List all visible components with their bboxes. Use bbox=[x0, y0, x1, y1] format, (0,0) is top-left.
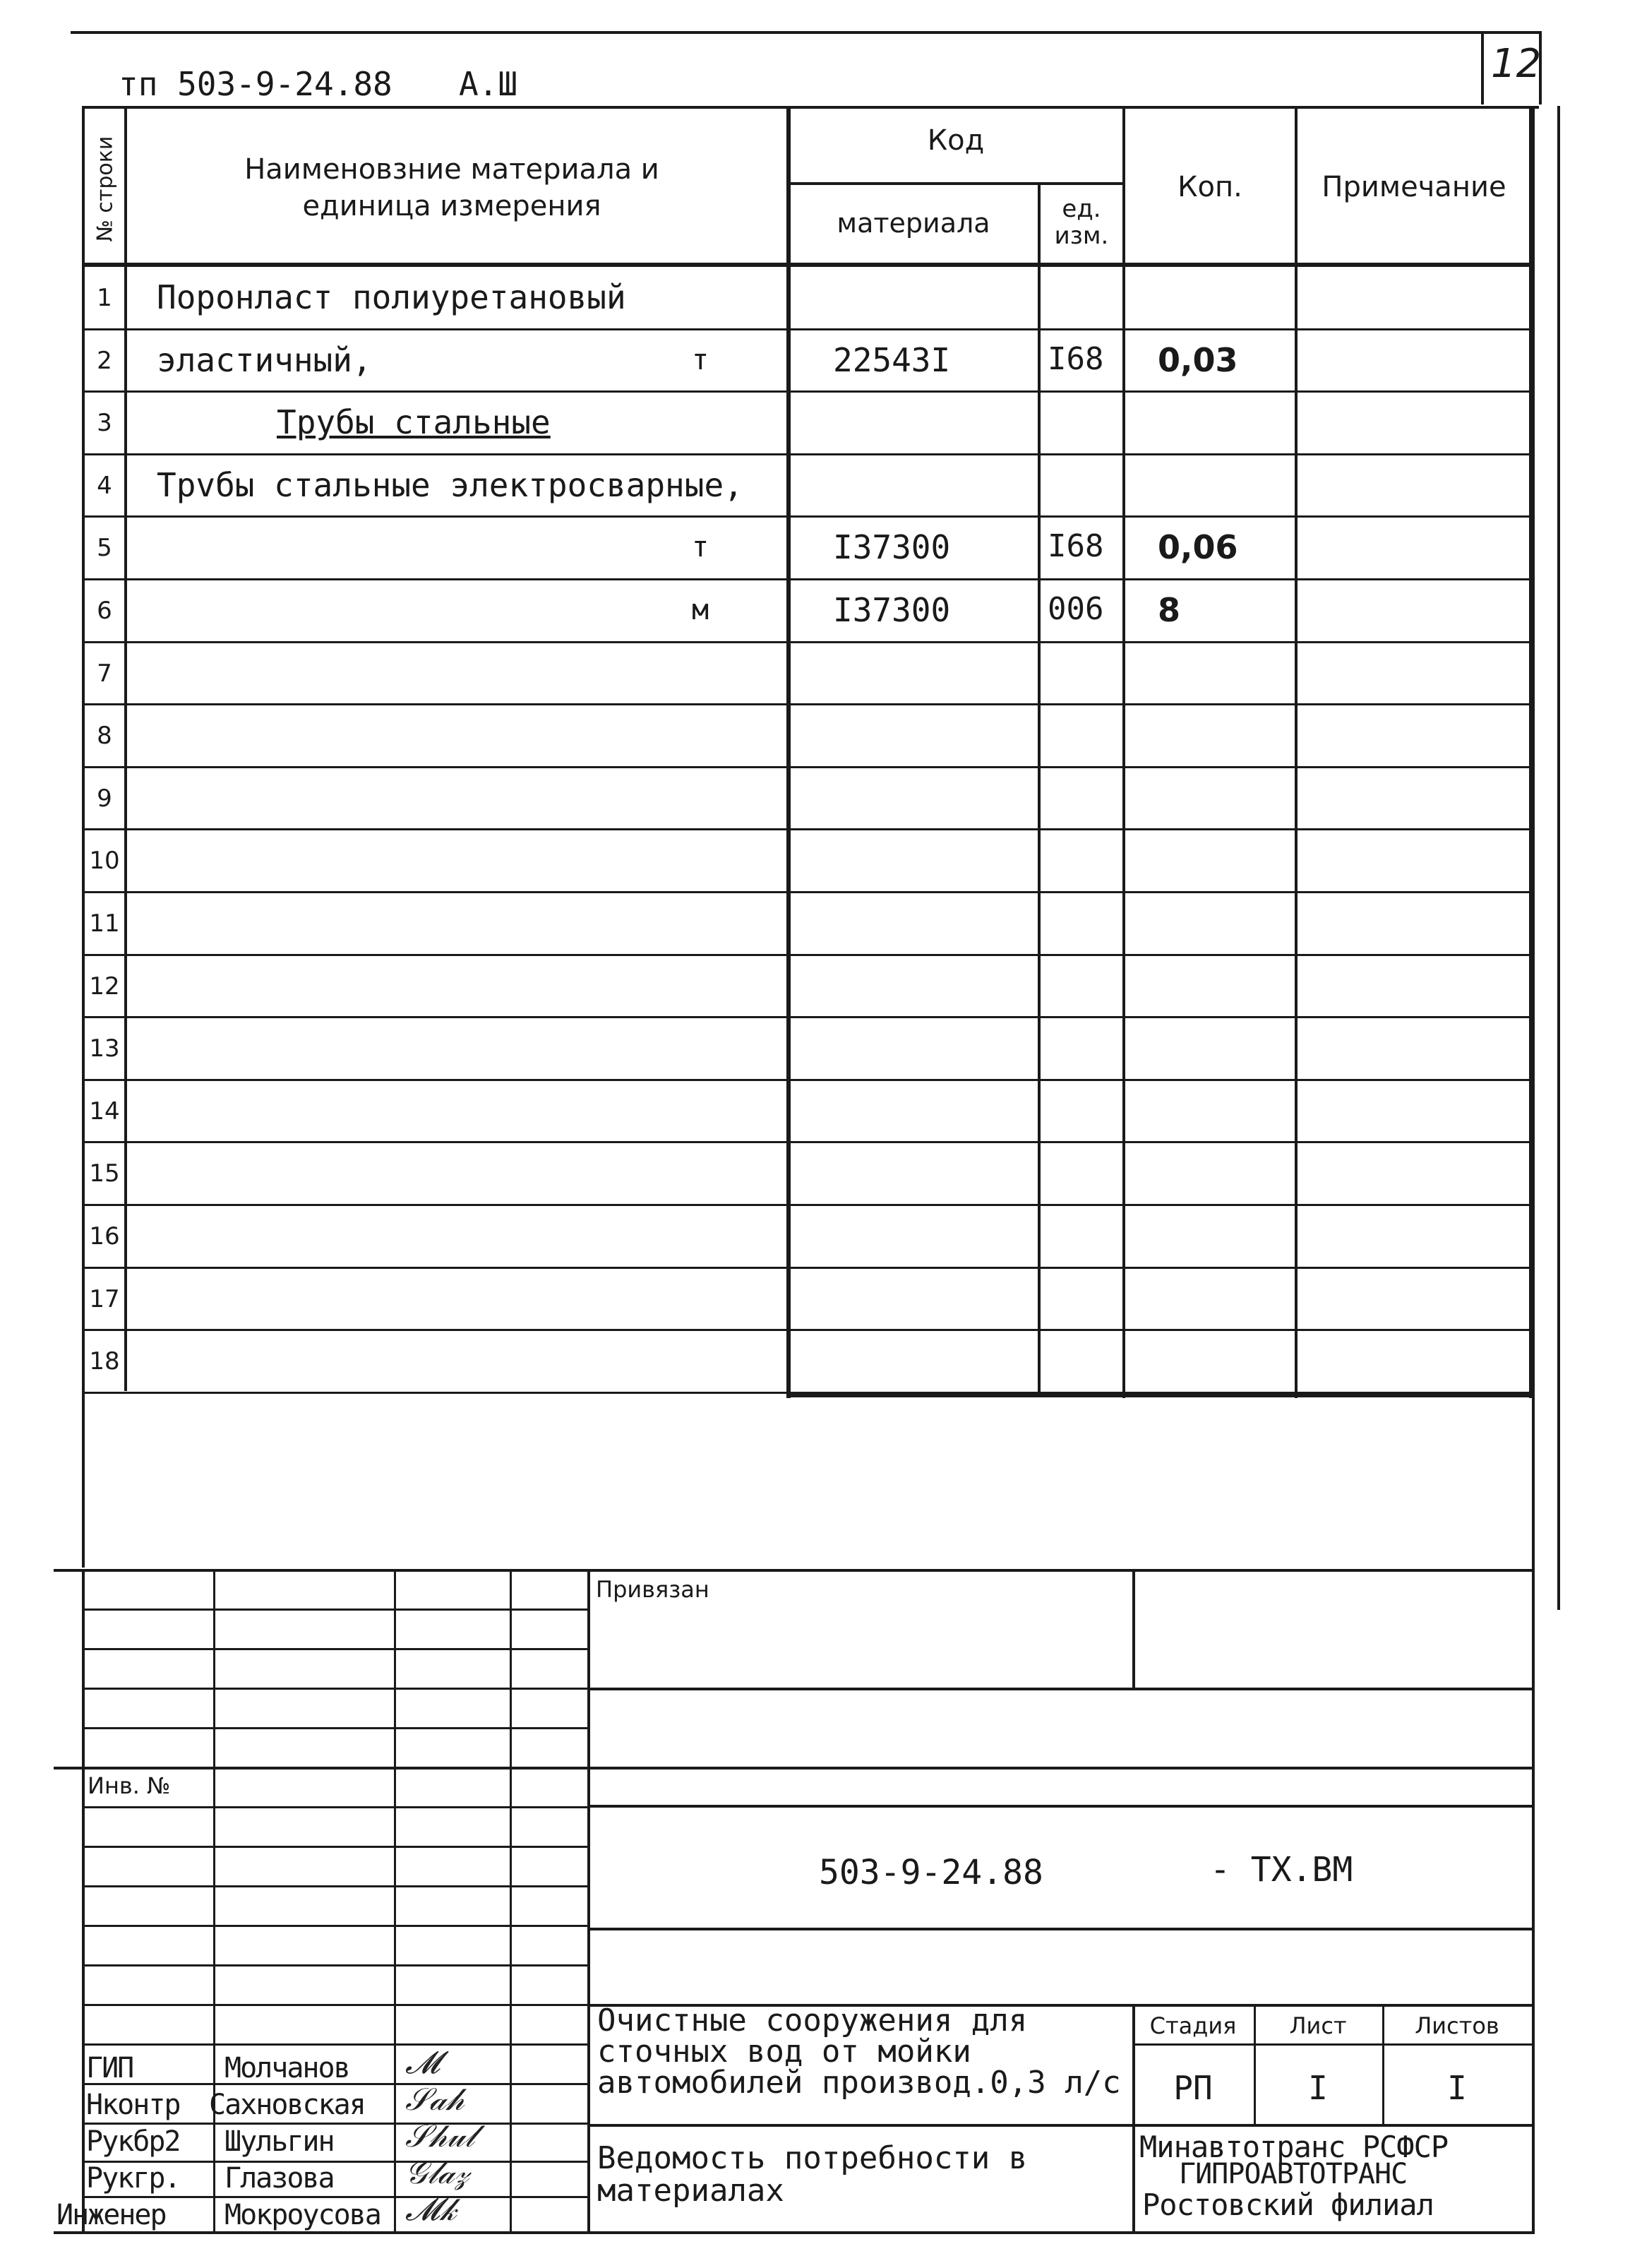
row-number: 9 bbox=[97, 784, 112, 813]
signer-name: Мокроусова bbox=[224, 2199, 380, 2231]
row-number: 2 bbox=[97, 346, 112, 375]
organization-line-3: Ростовский филиал bbox=[1142, 2188, 1434, 2222]
row-number: 6 bbox=[97, 597, 112, 625]
signer-name: Молчанов bbox=[224, 2052, 349, 2084]
header-unit-2: изм. bbox=[1054, 222, 1109, 250]
organization-line-2: ГИПРОАВТОТРАНС bbox=[1179, 2158, 1408, 2190]
frame-right-outer bbox=[1557, 106, 1560, 1610]
header-bottom-line bbox=[82, 263, 1534, 267]
page-number-box-left bbox=[1481, 31, 1484, 105]
stamp-grid-line bbox=[82, 1688, 587, 1690]
stamp-grid-line bbox=[82, 1925, 587, 1927]
designation-top-line bbox=[587, 1805, 1535, 1808]
row-line bbox=[82, 891, 1532, 893]
row-line bbox=[82, 766, 1532, 768]
row-number: 14 bbox=[89, 1097, 120, 1126]
signer-name: Глазова bbox=[224, 2162, 334, 2195]
row-number: 16 bbox=[89, 1222, 120, 1251]
inventory-label: Инв. № bbox=[88, 1772, 171, 1799]
signer-role: Рукбр2 bbox=[86, 2125, 180, 2158]
row-number: 5 bbox=[97, 534, 112, 563]
row-number: 7 bbox=[97, 659, 112, 688]
stamp-grid-v2 bbox=[394, 1569, 396, 2231]
signer-role: Рукгр. bbox=[86, 2162, 180, 2195]
row-number: 3 bbox=[97, 409, 112, 438]
row-number: 15 bbox=[89, 1159, 120, 1188]
material-code: I37300 bbox=[833, 528, 951, 567]
organization-line-1: Минавтотранс РСФСР bbox=[1139, 2130, 1449, 2164]
col-rowno-divider bbox=[124, 106, 127, 1391]
row-number: 11 bbox=[89, 909, 120, 938]
row-number: 18 bbox=[89, 1347, 120, 1376]
frame-left bbox=[82, 106, 85, 1568]
unit: т bbox=[692, 343, 709, 376]
signer-name: Шульгин bbox=[224, 2125, 334, 2158]
quantity: 0,06 bbox=[1158, 528, 1238, 567]
unit: т bbox=[692, 531, 709, 564]
signer-name: Сахновская bbox=[209, 2089, 365, 2121]
col-material-divider bbox=[1038, 182, 1041, 1397]
unit-code: I68 bbox=[1048, 340, 1104, 377]
row-line bbox=[82, 328, 1532, 330]
row-line bbox=[82, 515, 1532, 518]
material-name: Трубы стальные bbox=[277, 403, 551, 442]
code-subheader-line bbox=[786, 182, 1125, 185]
row-line bbox=[82, 1204, 1532, 1206]
stage-value: РП bbox=[1173, 2069, 1213, 2107]
table-bottom-line bbox=[786, 1392, 1534, 1397]
header-name: Наименовзние материала и единица измерения bbox=[244, 153, 659, 222]
stamp-grid-line bbox=[82, 1806, 587, 1808]
row-line bbox=[82, 954, 1532, 956]
sheet-label: Лист bbox=[1289, 2012, 1347, 2039]
row-number: 13 bbox=[89, 1034, 120, 1063]
material-name: Поронласт полиуретановый bbox=[157, 278, 626, 316]
document-title: Ведомость потребности в материалах bbox=[597, 2140, 1028, 2209]
stamp-bottom-line bbox=[54, 2231, 1535, 2234]
stamp-grid-line bbox=[82, 1648, 587, 1650]
row-number: 17 bbox=[89, 1284, 120, 1313]
top-border bbox=[71, 31, 1539, 34]
header-code: Код bbox=[927, 124, 985, 157]
designation-suffix: - ТХ.ВМ bbox=[1210, 1850, 1353, 1890]
stamp-grid-line bbox=[82, 1885, 587, 1887]
stamp-grid-line bbox=[82, 2043, 587, 2046]
stage-label-line bbox=[1132, 2043, 1535, 2046]
row-number: 8 bbox=[97, 722, 112, 751]
signer-role: ГИП bbox=[86, 2052, 133, 2084]
doc-reference: тп 503-9-24.88 bbox=[119, 65, 392, 103]
stamp-top-line bbox=[54, 1569, 1535, 1572]
stamp-grid-line bbox=[82, 2196, 587, 2198]
row-number: 4 bbox=[97, 471, 112, 500]
row-line bbox=[82, 578, 1532, 580]
row-number: 1 bbox=[97, 284, 112, 312]
stamp-grid-v3 bbox=[510, 1569, 512, 2231]
unit-code: 006 bbox=[1048, 591, 1104, 627]
album-code: А.Ш bbox=[459, 65, 518, 103]
header-note: Примечание bbox=[1322, 171, 1506, 203]
frame-top bbox=[82, 106, 1539, 109]
designation: 503-9-24.88 bbox=[819, 1853, 1043, 1892]
signature-mark: 𝒮𝒽𝓊𝓁 bbox=[405, 2118, 475, 2154]
stamp-grid-line bbox=[82, 2004, 587, 2006]
bound-bottom-line bbox=[587, 1688, 1535, 1690]
stage-label: Стадия bbox=[1149, 2012, 1237, 2039]
row-number: 10 bbox=[89, 847, 120, 876]
material-name: эластичный, bbox=[157, 340, 372, 379]
stamp-inv-line bbox=[54, 1767, 1535, 1769]
bound-label: Привязан bbox=[596, 1576, 709, 1603]
sheets-value: I bbox=[1447, 2069, 1467, 2107]
header-unit-1: ед. bbox=[1062, 195, 1101, 223]
signer-role: Нконтр bbox=[86, 2089, 180, 2121]
signature-mark: 𝓜 bbox=[405, 2045, 441, 2081]
page-number: 12 bbox=[1491, 41, 1542, 87]
stamp-grid-line bbox=[82, 2123, 587, 2125]
header-material: материала bbox=[837, 208, 990, 239]
stamp-main-divider bbox=[587, 1569, 590, 2231]
material-code: 22543I bbox=[833, 340, 951, 379]
quantity: 0,03 bbox=[1158, 340, 1238, 379]
row-line bbox=[82, 1267, 1532, 1269]
signature-mark: 𝒮𝒶𝒽 bbox=[405, 2082, 465, 2118]
object-title: Очистные сооружения для сточных вод от мойки автомобилей производ.0,3 л/с bbox=[597, 2003, 1121, 2101]
unit: м bbox=[692, 594, 709, 626]
row-line bbox=[82, 390, 1532, 393]
material-code: I37300 bbox=[833, 591, 951, 629]
row-line bbox=[82, 453, 1532, 455]
bound-divider bbox=[1132, 1569, 1135, 1690]
row-line bbox=[82, 1329, 1532, 1331]
signature-mark: 𝒢𝓁𝒶𝓏 bbox=[405, 2155, 469, 2191]
stamp-grid-line bbox=[82, 1846, 587, 1848]
quantity: 8 bbox=[1158, 591, 1181, 629]
sheet-value: I bbox=[1308, 2069, 1328, 2107]
sheets-label: Листов bbox=[1415, 2012, 1499, 2039]
row-line bbox=[82, 1141, 1532, 1143]
stamp-left-edge bbox=[82, 1569, 85, 2231]
stamp-grid-line bbox=[82, 1964, 587, 1966]
stamp-grid-line bbox=[82, 1609, 587, 1611]
designation-bottom-line bbox=[587, 1928, 1535, 1930]
row-number: 12 bbox=[89, 972, 120, 1001]
header-qty: Коп. bbox=[1177, 171, 1242, 203]
row-line bbox=[82, 828, 1532, 830]
unit-code: I68 bbox=[1048, 528, 1104, 565]
stamp-grid-v1 bbox=[213, 1569, 215, 2231]
stage-bottom-line bbox=[587, 2124, 1535, 2127]
stamp-grid-line bbox=[82, 1727, 587, 1729]
row-line bbox=[82, 1016, 1532, 1018]
row-line bbox=[82, 703, 1532, 705]
row-line bbox=[82, 1079, 1532, 1081]
signer-role: Инженер bbox=[56, 2199, 166, 2231]
signature-mark: 𝓜𝓀 bbox=[405, 2192, 457, 2228]
material-name: Трvбы стальные электросварные, bbox=[157, 465, 743, 504]
row-line bbox=[82, 641, 1532, 643]
header-row-number: № строки bbox=[92, 136, 118, 242]
